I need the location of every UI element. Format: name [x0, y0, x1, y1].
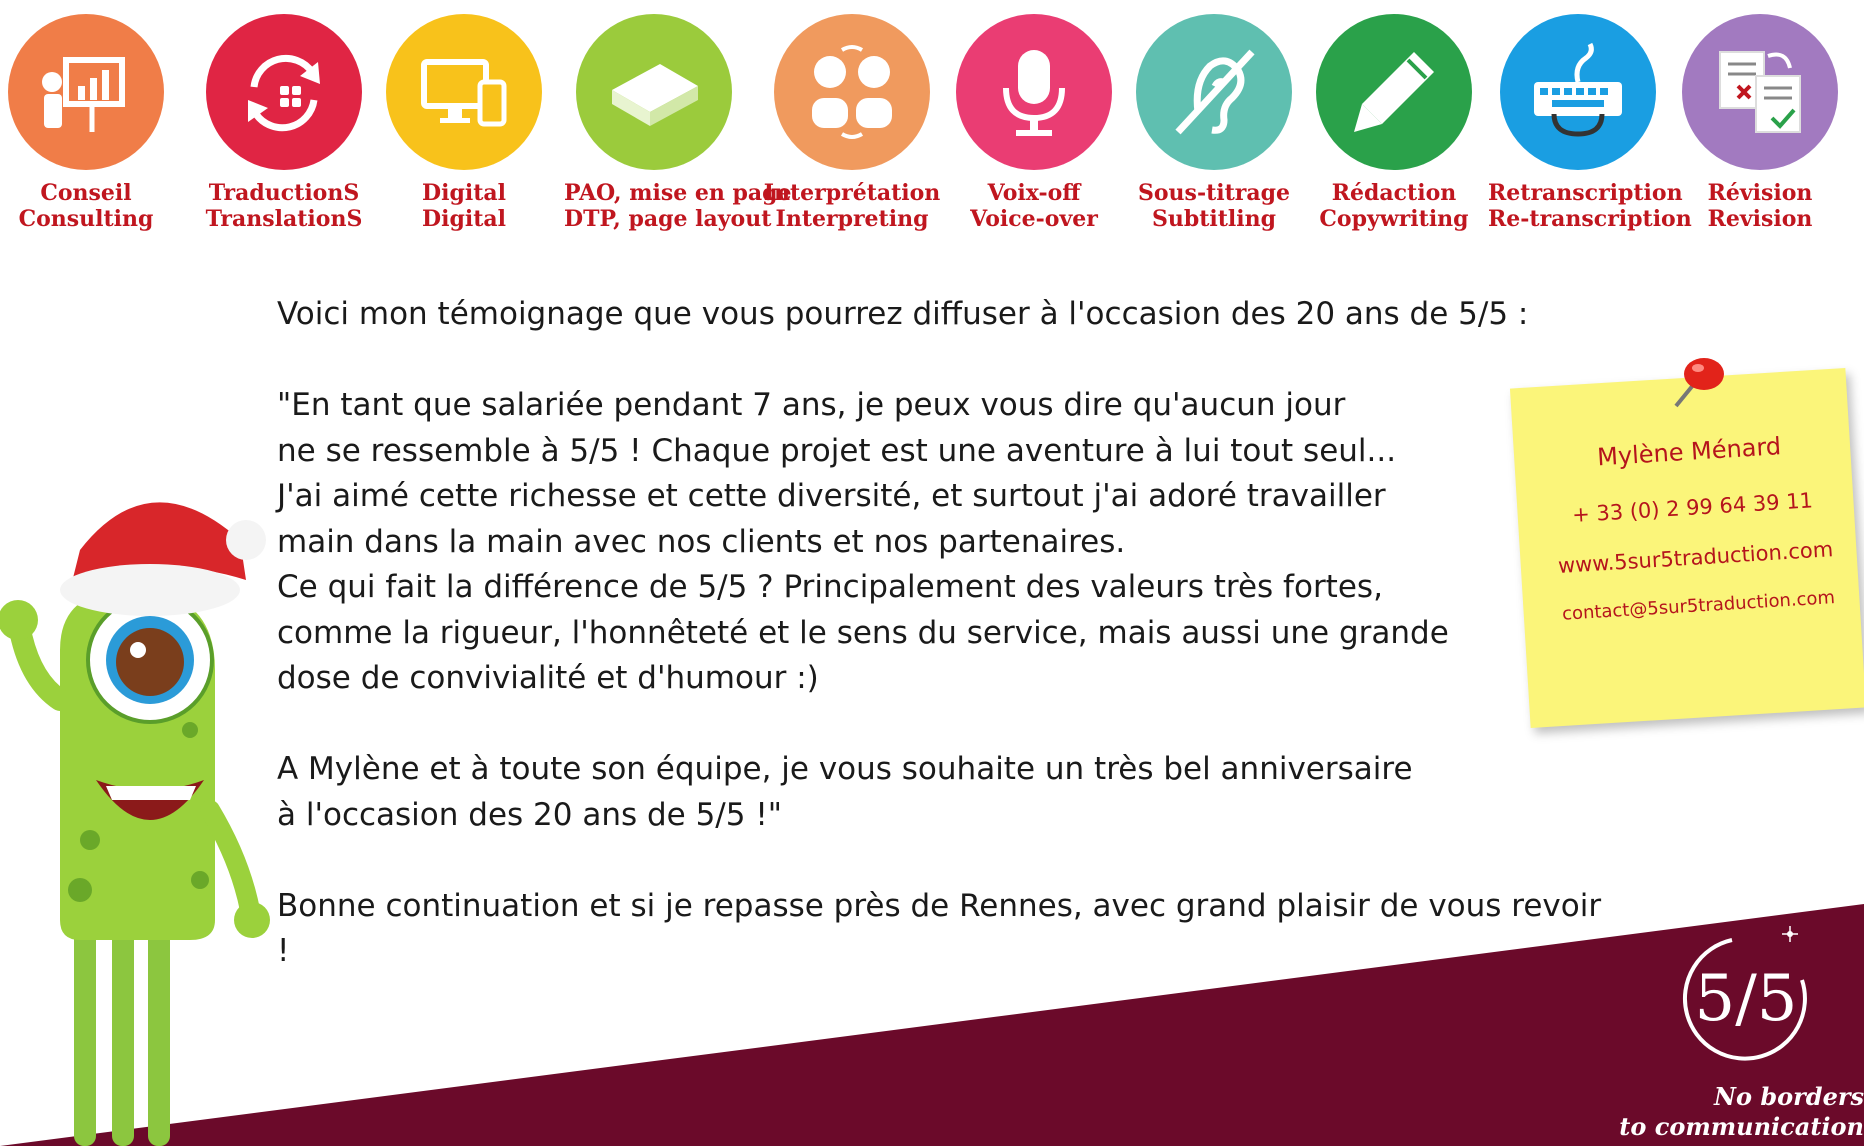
quote-line: comme la rigueur, l'honnêteté et le sens du service, mais aussi une grande: [277, 614, 1449, 651]
service-label-en: TranslationS: [205, 206, 363, 232]
service-label-fr: Retranscription: [1488, 180, 1683, 206]
presentation-icon: [8, 14, 164, 170]
book-icon: [576, 14, 732, 170]
service-dtp[interactable]: [564, 14, 792, 232]
services-row: [0, 0, 1864, 260]
contact-phone: + 33 (0) 2 99 64 39 11: [1571, 488, 1814, 527]
service-retranscription[interactable]: [1488, 14, 1692, 232]
contact-sticky-note: [1510, 368, 1864, 728]
quote-line: dose de convivialité et d'humour :): [277, 660, 819, 696]
service-label-fr: Rédaction: [1331, 180, 1457, 206]
service-label-fr: TraductionS: [208, 180, 360, 206]
service-label-fr: Interprétation: [763, 180, 941, 206]
service-label-fr: Sous-titrage: [1138, 180, 1290, 206]
quote-line: Ce qui fait la différence de 5/5 ? Principalement des valeurs très fortes,: [277, 569, 1383, 605]
microphone-icon: [956, 14, 1112, 170]
service-label-en: Copywriting: [1319, 206, 1469, 232]
contact-website[interactable]: www.5sur5traduction.com: [1557, 537, 1834, 578]
devices-icon: [386, 14, 542, 170]
pushpin-icon: [1658, 350, 1728, 420]
tagline-line: No borders: [1714, 1082, 1864, 1111]
service-label-en: Digital: [422, 206, 506, 232]
service-label-fr: Digital: [422, 180, 506, 206]
service-label-en: Interpreting: [775, 206, 929, 232]
service-copywriting[interactable]: [1304, 14, 1484, 232]
contact-email[interactable]: contact@5sur5traduction.com: [1561, 587, 1836, 625]
service-label-en: Voice-over: [970, 206, 1098, 232]
service-interpreting[interactable]: [762, 14, 942, 232]
testimonial-intro: Voici mon témoignage que vous pourrez diffuser à l'occasion des 20 ans de 5/5 :: [277, 296, 1529, 332]
wish-line: à l'occasion des 20 ans de 5/5 !": [277, 796, 783, 833]
interpreting-people-icon: [774, 14, 930, 170]
service-label-en: Consulting: [18, 206, 154, 232]
service-label-fr: PAO, mise en page: [564, 180, 792, 206]
service-subtitling[interactable]: [1124, 14, 1304, 232]
service-label-en: DTP, page layout: [564, 206, 772, 232]
wish-line: A Mylène et à toute son équipe, je vous souhaite un très bel anniversaire: [277, 751, 1413, 787]
brand-logo: [1672, 920, 1822, 1070]
quote-line: "En tant que salariée pendant 7 ans, je peux vous dire qu'aucun jour: [277, 387, 1346, 423]
quote-line: ne se ressemble à 5/5 ! Chaque projet est une aventure à lui tout seul...: [277, 432, 1397, 469]
service-label-fr: Conseil: [40, 180, 132, 206]
mascot-illustration: [0, 480, 300, 1146]
brand-tagline: [1600, 1082, 1864, 1142]
service-label-en: Subtitling: [1151, 206, 1277, 232]
contact-name: Mylène Ménard: [1596, 432, 1782, 472]
service-label-fr: Voix-off: [987, 180, 1081, 206]
ear-icon: [1136, 14, 1292, 170]
service-translations[interactable]: [194, 14, 374, 232]
logo-text: 5/5: [1694, 962, 1798, 1036]
quote-line: main dans la main avec nos clients et nos partenaires.: [277, 523, 1126, 560]
translation-arrows-icon: [206, 14, 362, 170]
pencil-icon: [1316, 14, 1472, 170]
service-revision[interactable]: [1670, 14, 1850, 232]
documents-check-icon: [1682, 14, 1838, 170]
tagline-line: to communication: [1619, 1112, 1864, 1141]
service-label-en: Re-transcription: [1488, 206, 1692, 232]
service-voice-over[interactable]: [944, 14, 1124, 232]
service-label-en: Revision: [1707, 206, 1813, 232]
service-consulting[interactable]: [0, 14, 176, 232]
testimonial-closing: Bonne continuation et si je repasse près de Rennes, avec grand plaisir de vous revoir !: [277, 887, 1602, 969]
keyboard-headset-icon: [1500, 14, 1656, 170]
service-label-fr: Révision: [1707, 180, 1813, 206]
testimonial-text: [277, 292, 1607, 975]
service-digital[interactable]: [374, 14, 554, 232]
quote-line: J'ai aimé cette richesse et cette diversité, et surtout j'ai adoré travailler: [277, 478, 1386, 514]
